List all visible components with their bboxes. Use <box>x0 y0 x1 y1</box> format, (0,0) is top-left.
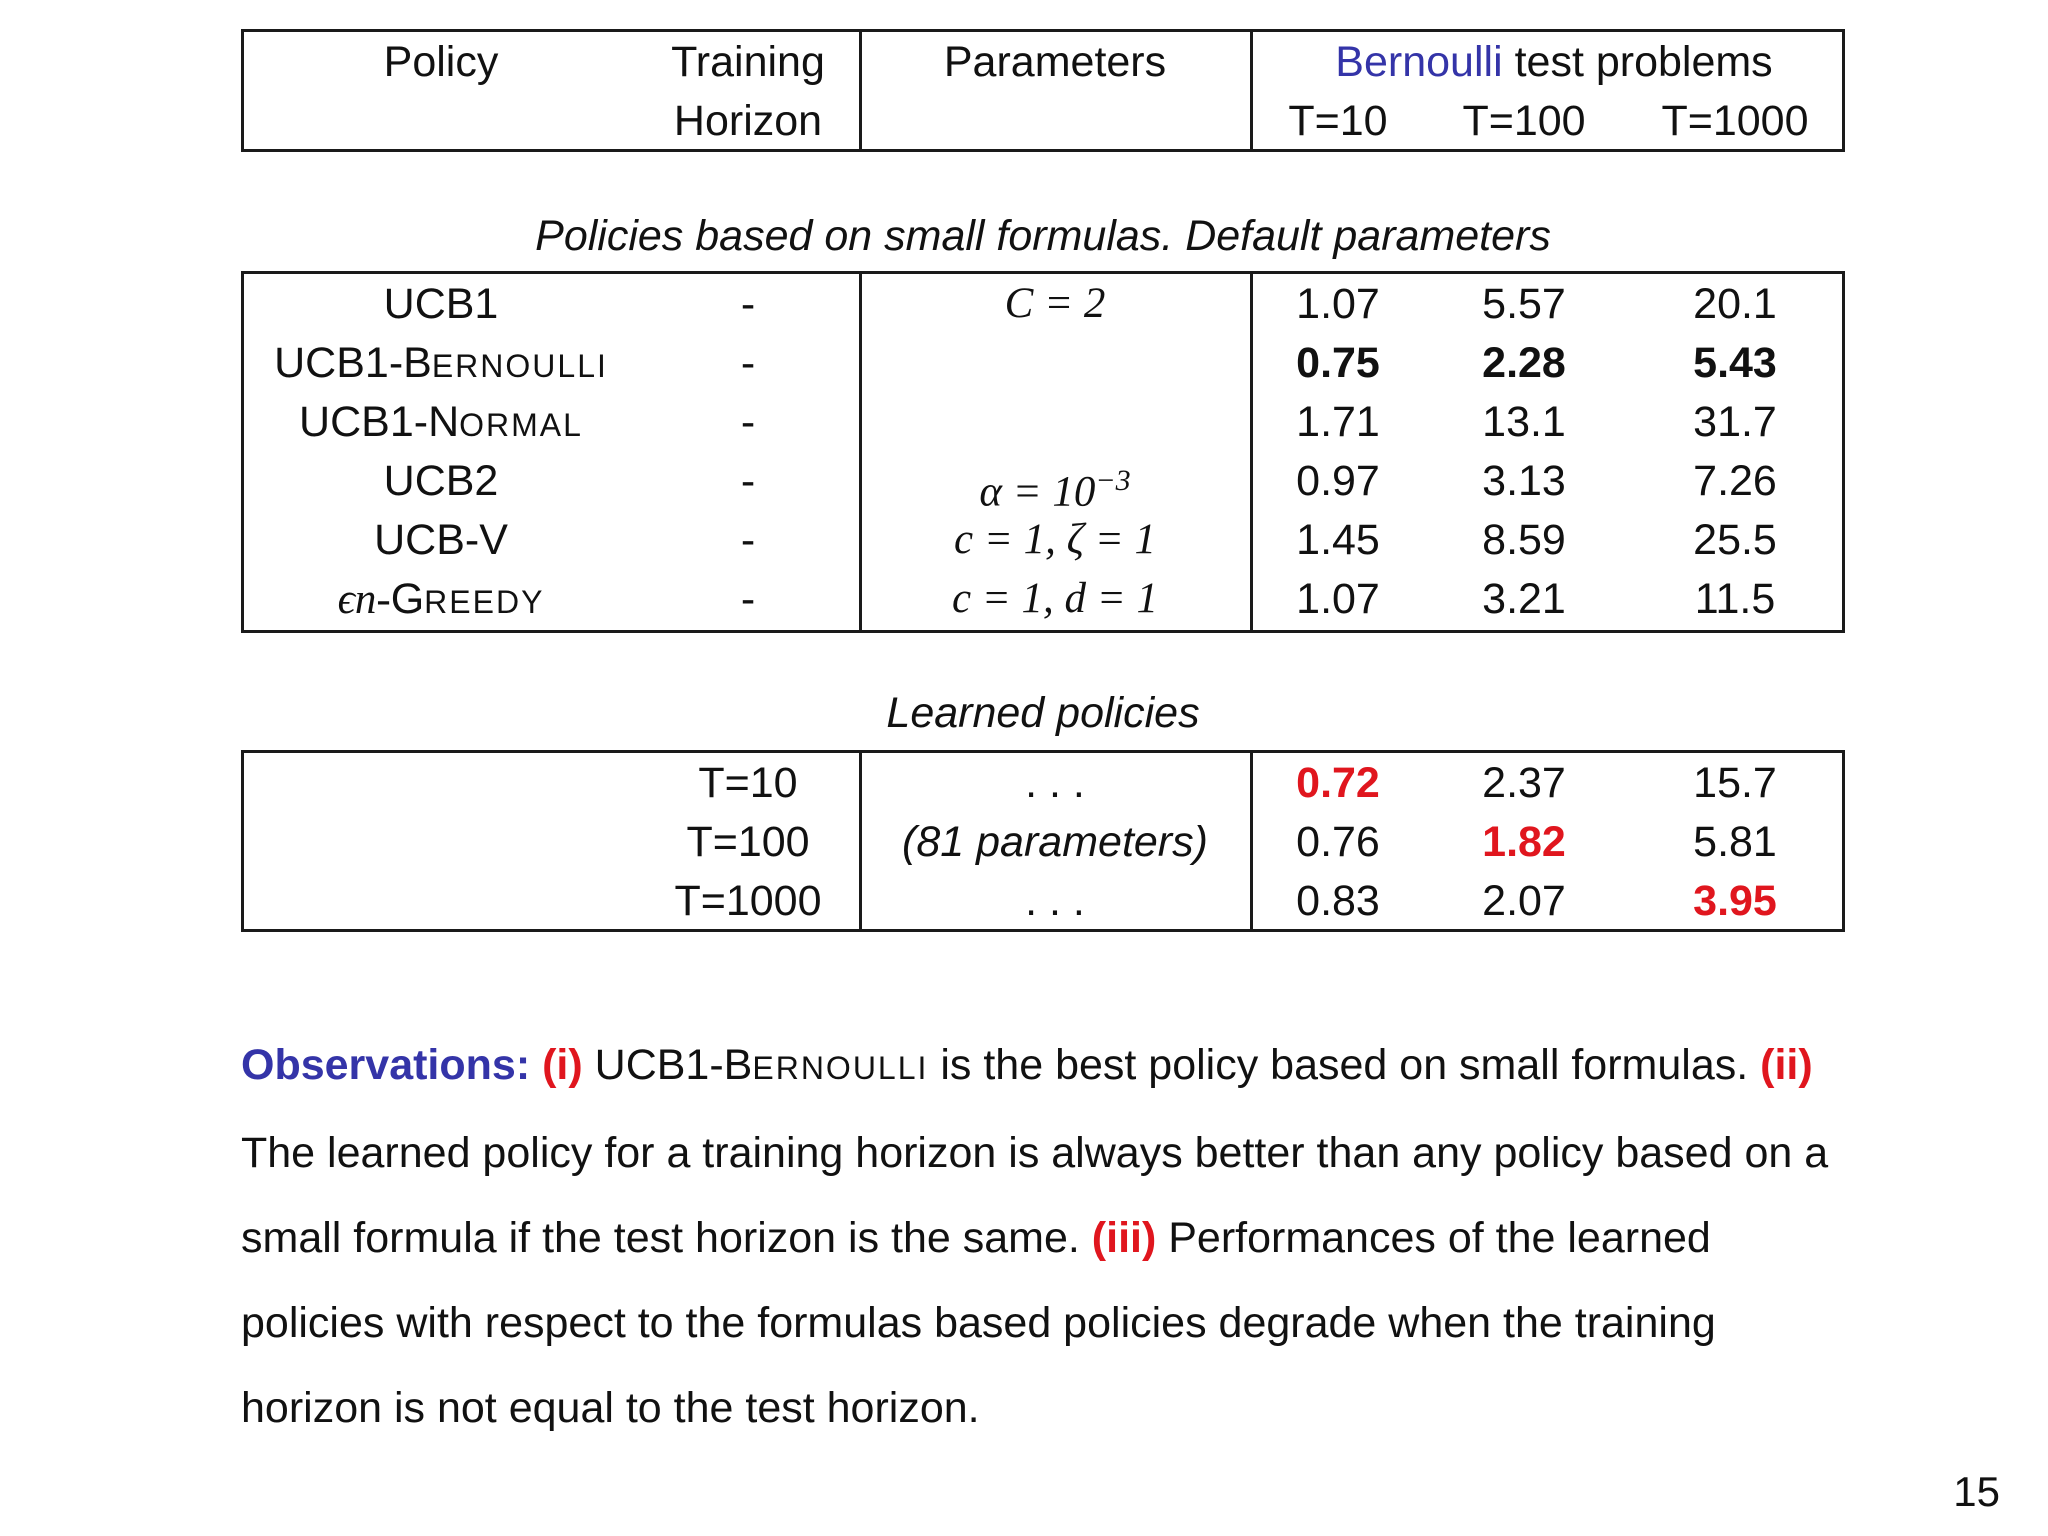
value-t100: 3.21 <box>1482 575 1566 623</box>
header-training: Training <box>671 38 825 86</box>
value-t100: 5.57 <box>1482 280 1566 328</box>
training-horizon: - <box>740 398 756 446</box>
value-t10: 0.76 <box>1296 818 1380 866</box>
learned-policies-caption: Learned policies <box>886 689 1200 737</box>
observation-i-policy: UCB1-BERNOULLI <box>594 1041 929 1089</box>
value-t1000: 5.81 <box>1693 818 1777 866</box>
value-t10: 1.07 <box>1296 575 1380 623</box>
column-divider <box>859 32 862 149</box>
value-t100: 2.28 <box>1482 339 1566 387</box>
training-horizon: - <box>740 339 756 387</box>
training-horizon: - <box>740 575 756 623</box>
policy-name: UCB1-BERNOULLI <box>274 339 608 387</box>
policy-name: UCB2 <box>383 457 499 505</box>
value-t1000: 25.5 <box>1693 516 1777 564</box>
observations-paragraph <box>241 1023 1861 1451</box>
value-t100: 3.13 <box>1482 457 1566 505</box>
training-horizon: T=1000 <box>674 877 822 925</box>
parameter: C = 2 <box>1004 280 1106 327</box>
value-t1000: 31.7 <box>1693 398 1777 446</box>
column-divider <box>859 274 862 630</box>
value-t10: 0.97 <box>1296 457 1380 505</box>
policy-name: UCB-V <box>374 516 508 564</box>
parameter: (81 parameters) <box>902 818 1208 866</box>
value-t10: 0.75 <box>1296 339 1380 387</box>
value-t100: 2.37 <box>1482 759 1566 807</box>
value-t100: 1.82 <box>1482 818 1566 866</box>
value-t100: 2.07 <box>1482 877 1566 925</box>
column-divider <box>1250 32 1253 149</box>
small-formulas-caption: Policies based on small formulas. Default parameters <box>535 212 1551 260</box>
page-number: 15 <box>1953 1468 2000 1515</box>
header-t1000: T=1000 <box>1661 97 1809 145</box>
policy-name: UCB1 <box>383 280 499 328</box>
training-horizon: T=100 <box>686 818 810 866</box>
parameter: c = 1, ζ = 1 <box>953 516 1157 563</box>
header-horizon: Horizon <box>673 97 823 145</box>
header-bernoulli-test-problems: Bernoulli test problems <box>1335 38 1773 86</box>
value-t1000: 15.7 <box>1693 759 1777 807</box>
training-horizon: - <box>740 280 756 328</box>
value-t1000: 7.26 <box>1693 457 1777 505</box>
header-t10: T=10 <box>1288 97 1388 145</box>
training-horizon: T=10 <box>698 759 798 807</box>
value-t1000: 3.95 <box>1693 877 1777 925</box>
small-formulas-table <box>241 271 1845 633</box>
observation-iii-text: Performances of the learned policies with respect to the formulas based policies degrade when the training horizon is not equal to the test horizon. <box>241 1214 1716 1432</box>
value-t1000: 20.1 <box>1693 280 1777 328</box>
header-table <box>241 29 1845 152</box>
column-divider <box>859 753 862 929</box>
training-horizon: - <box>740 516 756 564</box>
value-t10: 1.71 <box>1296 398 1380 446</box>
observation-ii-marker: (ii) <box>1760 1041 1813 1089</box>
parameter: . . . <box>1025 877 1085 925</box>
value-t100: 13.1 <box>1482 398 1566 446</box>
value-t10: 1.07 <box>1296 280 1380 328</box>
observation-ii-text: The learned policy for a training horizon is always better than any policy based on a small formula if the test horizon is the same. <box>241 1129 1829 1262</box>
training-horizon: - <box>740 457 756 505</box>
value-t1000: 5.43 <box>1693 339 1777 387</box>
observation-iii-marker: (iii) <box>1091 1214 1157 1262</box>
parameter: . . . <box>1025 759 1085 807</box>
column-divider <box>1250 274 1253 630</box>
value-t100: 8.59 <box>1482 516 1566 564</box>
value-t10: 0.72 <box>1296 759 1380 807</box>
parameter: c = 1, d = 1 <box>951 575 1159 622</box>
value-t10: 1.45 <box>1296 516 1380 564</box>
policy-name: ϵn-GREEDY <box>337 575 545 623</box>
observations-label: Observations: <box>241 1041 531 1089</box>
value-t10: 0.83 <box>1296 877 1380 925</box>
parameter: $\alpha = 10^{-3}$ <box>979 464 1131 516</box>
column-divider <box>1250 753 1253 929</box>
header-parameters: Parameters <box>943 38 1167 86</box>
learned-policies-table <box>241 750 1845 932</box>
policy-name: UCB1-NORMAL <box>299 398 583 446</box>
observation-i-marker: (i) <box>542 1041 583 1089</box>
header-policy: Policy <box>383 38 499 86</box>
header-t100: T=100 <box>1462 97 1586 145</box>
observation-i-text: is the best policy based on small formulas. <box>928 1041 1749 1089</box>
value-t1000: 11.5 <box>1694 575 1776 623</box>
